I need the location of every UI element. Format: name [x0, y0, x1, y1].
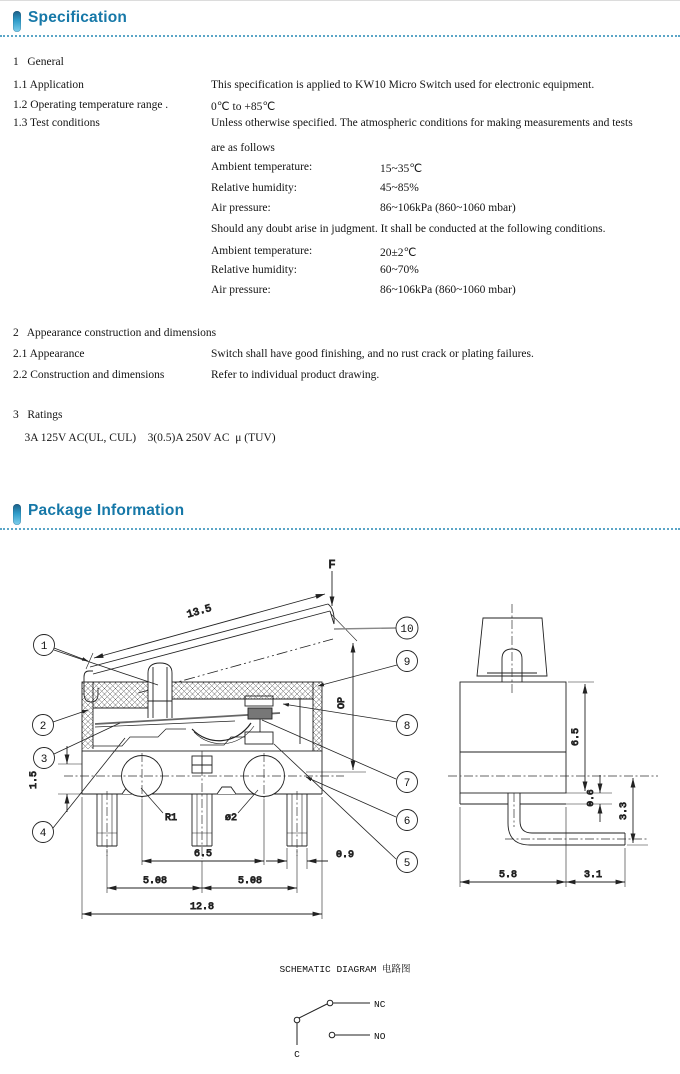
- switch-lever-line: [299, 1004, 327, 1018]
- spec-row: [0, 327, 680, 345]
- callout-6: [397, 810, 418, 831]
- package-drawing: [0, 541, 680, 1074]
- dim-terminal-length: [566, 848, 625, 887]
- spec-text-c1: 1.3 Test conditions: [13, 117, 100, 129]
- svg-text:3: 3: [40, 754, 48, 766]
- spec-row: [0, 56, 680, 74]
- section-title-specification: Specification: [28, 9, 128, 26]
- spec-text-c2: 0℃ to +85℃: [211, 101, 276, 113]
- spec-row: [0, 284, 680, 302]
- spec-row: [0, 409, 680, 427]
- svg-text:9: 9: [403, 657, 411, 669]
- spec-text-c2: Air pressure:: [211, 202, 271, 214]
- spec-text-c2: This specification is applied to KW10 Micro Switch used for electronic equipment.: [211, 79, 595, 91]
- schematic-diagram: [279, 963, 410, 1060]
- section-bullet-icon: [13, 504, 21, 525]
- spec-text-c1: 3 Ratings: [13, 409, 63, 421]
- dim-hole-pitch-text: 6.5: [193, 849, 213, 860]
- spec-text-c2: Relative humidity:: [211, 182, 297, 194]
- svg-text:10: 10: [400, 624, 414, 636]
- svg-text:5: 5: [403, 858, 411, 870]
- spec-text-c1: 3A 125V AC(UL, CUL) 3(0.5)A 250V AC μ (TUV): [13, 432, 276, 444]
- side-body: [460, 682, 566, 804]
- spec-text-c3: 45~85%: [380, 182, 419, 194]
- hole-dia-label: ø2: [224, 813, 238, 824]
- spec-text-c1: 2 Appearance construction and dimensions: [13, 327, 217, 339]
- spec-row: [0, 348, 680, 366]
- section-title-package: Package Information: [28, 502, 185, 519]
- svg-text:7: 7: [403, 778, 411, 790]
- dim-pin-pitch-right-text: 5.08: [237, 876, 263, 887]
- spec-row: [0, 245, 680, 263]
- spec-text-c3: 86~106kPa (860~1060 mbar): [380, 202, 516, 214]
- callout-7: [397, 772, 418, 793]
- callout-1: [34, 635, 55, 656]
- spec-row: [0, 264, 680, 282]
- svg-text:2: 2: [39, 721, 47, 733]
- specification-header: [0, 9, 680, 35]
- spec-row: [0, 79, 680, 97]
- spec-text-c3: 86~106kPa (860~1060 mbar): [380, 284, 516, 296]
- spec-text-c2: Relative humidity:: [211, 264, 297, 276]
- callout-10: [396, 617, 418, 639]
- dim-side-body-height-text: 6.5: [571, 727, 582, 747]
- spec-text-c2: Ambient temperature:: [211, 245, 313, 257]
- dim-terminal-drop-text: 3.3: [619, 801, 630, 821]
- spec-text-c2: Should any doubt arise in judgment. It shall be conducted at the following conditions.: [211, 223, 606, 235]
- spec-text-c2: Ambient temperature:: [211, 161, 313, 173]
- callout-5: [397, 852, 418, 873]
- callout-2: [33, 715, 54, 736]
- spec-row: [0, 99, 680, 117]
- spec-row: [0, 202, 680, 220]
- plunger: [148, 663, 172, 718]
- side-view: [448, 604, 658, 887]
- dim-terminal-length-text: 3.1: [583, 870, 603, 881]
- dim-edge-height: [58, 746, 82, 812]
- package-information-header: [0, 501, 680, 527]
- spec-text-c2: are as follows: [211, 142, 275, 154]
- callout-4: [33, 822, 54, 843]
- dim-edge-height-text: 1.5: [29, 770, 40, 790]
- dim-pin-width-text: 0.9: [335, 850, 355, 861]
- spec-text-c3: 20±2℃: [380, 247, 417, 259]
- callout-3: [34, 748, 55, 769]
- dotted-divider: [0, 528, 680, 530]
- spec-row: [0, 432, 680, 450]
- svg-text:6: 6: [403, 816, 411, 828]
- spec-text-c2: Refer to individual product drawing.: [211, 369, 380, 381]
- spec-row: [0, 223, 680, 241]
- c-label: C: [294, 1049, 300, 1060]
- dim-lever-length-text: 13.5: [185, 602, 214, 622]
- spec-text-c3: 15~35℃: [380, 163, 423, 175]
- spec-row: [0, 182, 680, 200]
- dim-op-text: OP: [337, 696, 348, 710]
- spec-row: [0, 369, 680, 387]
- spec-text-c2: Air pressure:: [211, 284, 271, 296]
- no-contact: [329, 1032, 335, 1038]
- nc-label: NC: [374, 999, 386, 1010]
- spec-text-c1: 1.2 Operating temperature range .: [13, 99, 169, 111]
- spec-row: [0, 142, 680, 160]
- dotted-divider: [0, 35, 680, 37]
- switch-housing: [82, 682, 322, 751]
- front-view: [29, 558, 397, 919]
- spec-row: [0, 161, 680, 179]
- dia-leader: [238, 790, 258, 813]
- callout-8: [397, 715, 418, 736]
- callout-9: [397, 651, 418, 672]
- spec-text-c1: 2.2 Construction and dimensions: [13, 369, 165, 381]
- section-bullet-icon: [13, 11, 21, 32]
- spec-text-c1: 2.1 Appearance: [13, 348, 85, 360]
- nc-contact: [327, 1000, 333, 1006]
- spec-text-c2: Unless otherwise specified. The atmospheric conditions for making measurements and tests: [211, 117, 633, 129]
- common-contact: [294, 1017, 300, 1023]
- svg-text:4: 4: [39, 828, 47, 840]
- dim-pin-pitch-left-text: 5.08: [142, 876, 168, 887]
- force-label: F: [328, 558, 336, 572]
- spec-text-c3: 60~70%: [380, 264, 419, 276]
- spec-row: [0, 117, 680, 135]
- dim-terminal-drop: [627, 778, 648, 845]
- svg-text:8: 8: [403, 721, 411, 733]
- contact-block: [248, 708, 272, 719]
- spec-text-c1: 1 General: [13, 56, 64, 68]
- dim-total-width-text: 12.8: [189, 902, 215, 913]
- schematic-title: SCHEMATIC DIAGRAM 电路图: [279, 964, 411, 975]
- spec-text-c2: Switch shall have good finishing, and no rust crack or plating failures.: [211, 348, 534, 360]
- dim-side-body-width-text: 5.8: [498, 870, 518, 881]
- dim-terminal-thickness-text: 0.6: [585, 789, 596, 807]
- spec-text-c1: 1.1 Application: [13, 79, 84, 91]
- no-label: NO: [374, 1031, 386, 1042]
- svg-text:1: 1: [40, 641, 48, 653]
- radius-label: R1: [164, 813, 178, 824]
